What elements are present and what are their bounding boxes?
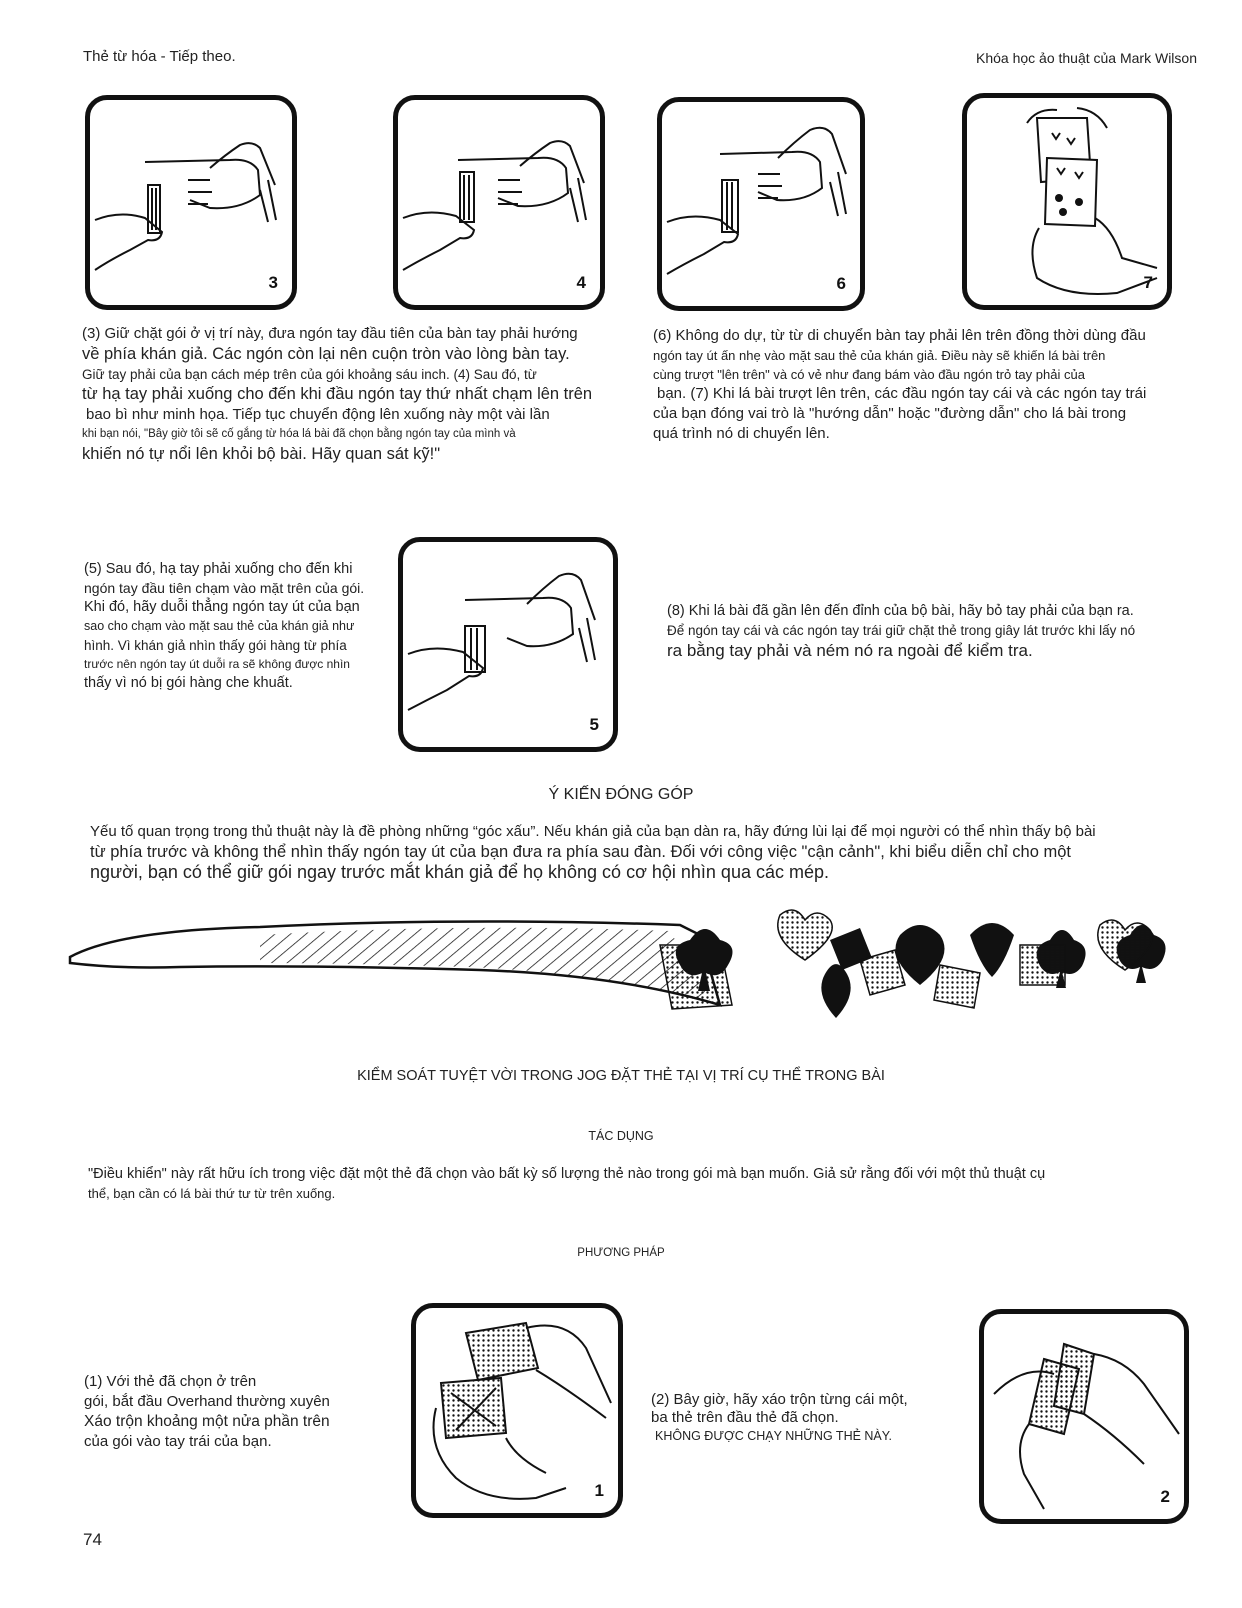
text-line: từ phía trước và không thể nhìn thấy ngón tay út của bạn đưa ra phía sau đàn. Đối với công việc "cận cảnh", khi biểu diễn chỉ cho một [90,843,1071,861]
text-line: hình. Vì khán giả nhìn thấy gói hàng từ phía [84,638,347,653]
hand-card-drawing [967,98,1167,305]
text-line: (3) Giữ chặt gói ở vị trí này, đưa ngón tay đầu tiên của bàn tay phải hướng [82,325,578,342]
text-line: ra bằng tay phải và ném nó ra ngoài để kiểm tra. [667,641,1033,660]
hand-card-drawing [662,102,860,306]
text-line: người, bạn có thể giữ gói ngay trước mắt khán giả để họ không có cơ hội nhìn qua các mép. [90,862,829,882]
illustration-figure-6 [657,97,865,311]
text-line: quá trình nó di chuyển lên. [653,425,830,442]
text-line: ngón tay út ấn nhẹ vào mặt sau thẻ của khán giả. Điều này sẽ khiến lá bài trên [653,348,1106,363]
shuffle-drawing [416,1308,618,1513]
step-6-7-text [653,326,1193,444]
text-line: ngón tay đầu tiên chạm vào mặt trên của gói. [84,580,365,596]
step-3-4-text [82,324,622,465]
running-header-left: Thẻ từ hóa - Tiếp theo. [83,48,236,65]
text-line: (2) Bây giờ, hãy xáo trộn từng cái một, [651,1391,908,1408]
text-line: của gói vào tay trái của bạn. [84,1433,272,1450]
text-line: "Điều khiển" này rất hữu ích trong việc đặt một thẻ đã chọn vào bất kỳ số lượng thẻ nào trong gói mà bạn muốn. Giả sử rằng đối với một thủ thuật cụ [88,1166,1046,1182]
figure-number: 5 [589,715,599,734]
section-title: KIỂM SOÁT TUYỆT VỜI TRONG JOG ĐẶT THẺ TẠI VỊ TRÍ CỤ THỂ TRONG BÀI [357,1068,885,1084]
text-line: gói, bắt đầu Overhand thường xuyên [84,1393,330,1410]
figure-number: 1 [594,1481,604,1500]
figure-number: 7 [1143,273,1153,292]
page-number: 74 [83,1530,102,1549]
text-line: (1) Với thẻ đã chọn ở trên [84,1373,257,1390]
illustration-figure-4 [393,95,605,310]
text-line: khi bạn nói, "Bây giờ tôi sẽ cố gắng từ hóa lá bài đã chọn bằng ngón tay của mình và [82,428,516,440]
effect-text [88,1164,1218,1204]
comments-text [90,822,1220,882]
text-line: Xáo trộn khoảng một nửa phần trên [84,1413,330,1430]
hand-card-drawing [398,100,600,305]
text-line: từ hạ tay phải xuống cho đến khi đầu ngón tay thứ nhất chạm lên trên [82,385,593,403]
method-step-2-text [651,1391,971,1445]
card-ribbon-divider [60,905,1200,1030]
text-line: (6) Không do dự, từ từ di chuyển bàn tay phải lên trên đồng thời dùng đầu [653,327,1146,344]
text-line: thể, bạn cần có lá bài thứ tư từ trên xuống. [88,1186,336,1201]
text-line: (5) Sau đó, hạ tay phải xuống cho đến khi [84,561,353,577]
figure-number: 6 [836,274,846,293]
text-line: cùng trượt "lên trên" và có vẻ như đang bám vào đầu ngón trỏ tay phải của [653,367,1085,382]
illustration-figure-5 [398,537,618,752]
running-header-right: Khóa học ảo thuật của Mark Wilson [975,50,1197,66]
text-line: KHÔNG ĐƯỢC CHẠY NHỮNG THẺ NÀY. [655,1429,892,1443]
figure-number: 3 [268,273,278,292]
text-line: bạn. (7) Khi lá bài trượt lên trên, các đầu ngón tay cái và các ngón tay trái [657,385,1147,402]
step-8-text [667,601,1207,661]
text-line: bao bì như minh họa. Tiếp tục chuyển động lên xuống này một vài lần [86,406,550,423]
illustration-method-figure-1 [411,1303,623,1518]
text-line: ba thẻ trên đầu thẻ đã chọn. [651,1409,839,1426]
text-line: trước nên ngón tay út duỗi ra sẽ không được nhìn [84,657,350,671]
text-line: Để ngón tay cái và các ngón tay trái giữ chặt thẻ trong giây lát trước khi lấy nó [667,623,1136,638]
figure-number: 4 [576,273,586,292]
text-line: (8) Khi lá bài đã gần lên đến đỉnh của bộ bài, hãy bỏ tay phải của bạn ra. [667,603,1134,619]
illustration-figure-7 [962,93,1172,310]
text-line: Giữ tay phải của bạn cách mép trên của gói khoảng sáu inch. (4) Sau đó, từ [82,367,537,382]
text-line: thấy vì nó bị gói hàng che khuất. [84,675,293,691]
text-line: khiến nó tự nổi lên khỏi bộ bài. Hãy quan sát kỹ!" [82,445,441,463]
text-line: sao cho chạm vào mặt sau thẻ của khán giả như [84,619,355,633]
figure-number: 2 [1160,1487,1170,1506]
illustration-method-figure-2 [979,1309,1189,1524]
hand-card-drawing [90,100,292,305]
text-line: Khi đó, hãy duỗi thẳng ngón tay út của bạn [84,599,360,615]
illustration-figure-3 [85,95,297,310]
text-line: Yếu tố quan trọng trong thủ thuật này là đề phòng những “góc xấu”. Nếu khán giả của bạn dàn ra, hãy đứng lùi lại để mọi người có thể nhìn thấy bộ bài [90,823,1096,840]
step-5-text [84,560,394,693]
text-line: của bạn đóng vai trò là "hướng dẫn" hoặc "đường dẫn" cho lá bài trong [653,405,1127,422]
method-step-1-text [84,1372,404,1452]
shuffle-drawing [984,1314,1184,1519]
effect-heading: TÁC DỤNG [588,1129,654,1143]
comments-heading: Ý KIẾN ĐÓNG GÓP [548,786,694,803]
method-heading: PHƯƠNG PHÁP [577,1247,665,1259]
text-line: về phía khán giả. Các ngón còn lại nên cuộn tròn vào lòng bàn tay. [82,345,570,363]
hand-card-drawing [403,542,613,747]
